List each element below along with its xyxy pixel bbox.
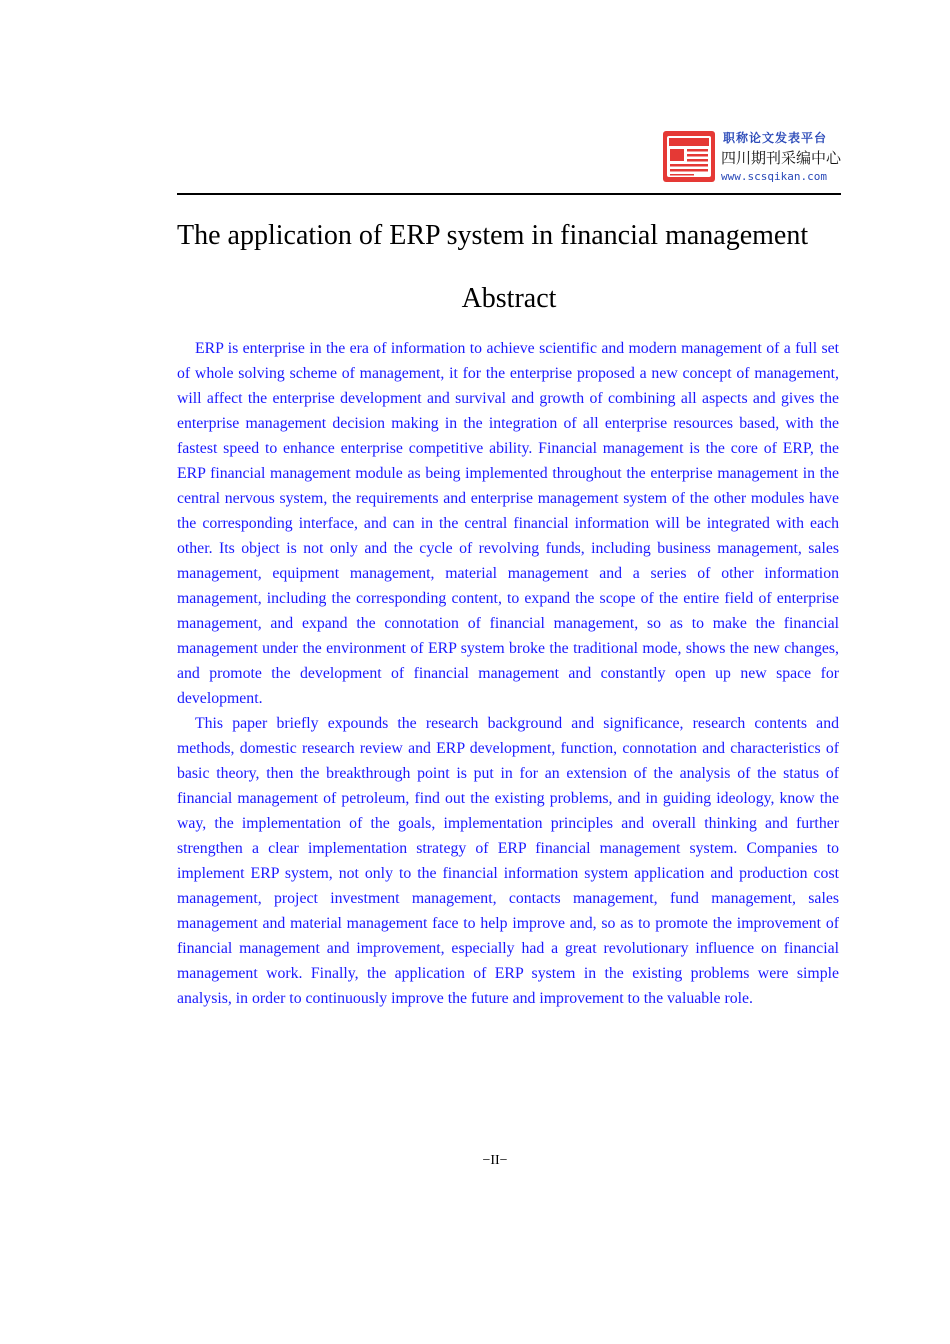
newspaper-icon	[663, 131, 715, 182]
logo-url: www.scsqikan.com	[721, 170, 827, 183]
logo-tagline: 职称论文发表平台	[723, 131, 828, 145]
abstract-paragraph: ERP is enterprise in the era of information to achieve scientific and modern management of a full set of whole solving scheme of management, it for the enterprise proposed a new concept of management, will affect the enterprise development and survival and growth of combining all aspects and gives the enterprise management decision making in the integration of all enterprise resources based, with the fastest speed to enhance enterprise competitive ability. Financial management is the core of ERP, the ERP financial management module as being implemented throughout the enterprise management in the central nervous system, the requirements and enterprise management system of the other modules have the corresponding interface, and can in the central financial information will be integrated with each other. Its object is not only and the cycle of revolving funds, including business management, sales management, equipment management, material management and a series of other information management, including the corresponding content, to expand the scope of the entire field of enterprise management, and expand the connotation of financial management, so as to make the financial management under the environment of ERP system broke the traditional mode, shows the new changes, and promote the development of financial management and constantly open up new space for development.	[177, 340, 839, 707]
header-divider	[177, 193, 841, 195]
paper-title: The application of ERP system in financial management	[177, 220, 809, 251]
abstract-paragraph: This paper briefly expounds the research background and significance, research contents and methods, domestic research review and ERP development, function, connotation and characteristics of basic theory, then the breakthrough point is put in for an extension of the analysis of the status of financial management of petroleum, find out the existing problems, and in guiding ideology, know the way, the implementation of the goals, implementation principles and overall thinking and further strengthen a clear implementation strategy of ERP financial management system. Companies to implement ERP system, not only to the financial information system application and production cost management, project investment management, contacts management, fund management, sales management and material management face to help improve and, so as to promote the improvement of financial management and improvement, especially had a great revolutionary influence on financial management work. Finally, the application of ERP system in the existing problems were simple analysis, in order to continuously improve the future and improvement to the valuable role.	[177, 715, 839, 1007]
page-number: −II−	[482, 1153, 508, 1168]
abstract-heading: Abstract	[461, 283, 557, 314]
abstract-body	[177, 336, 839, 1011]
header-logo	[660, 128, 842, 186]
logo-name: 四川期刊采编中心	[721, 149, 842, 167]
